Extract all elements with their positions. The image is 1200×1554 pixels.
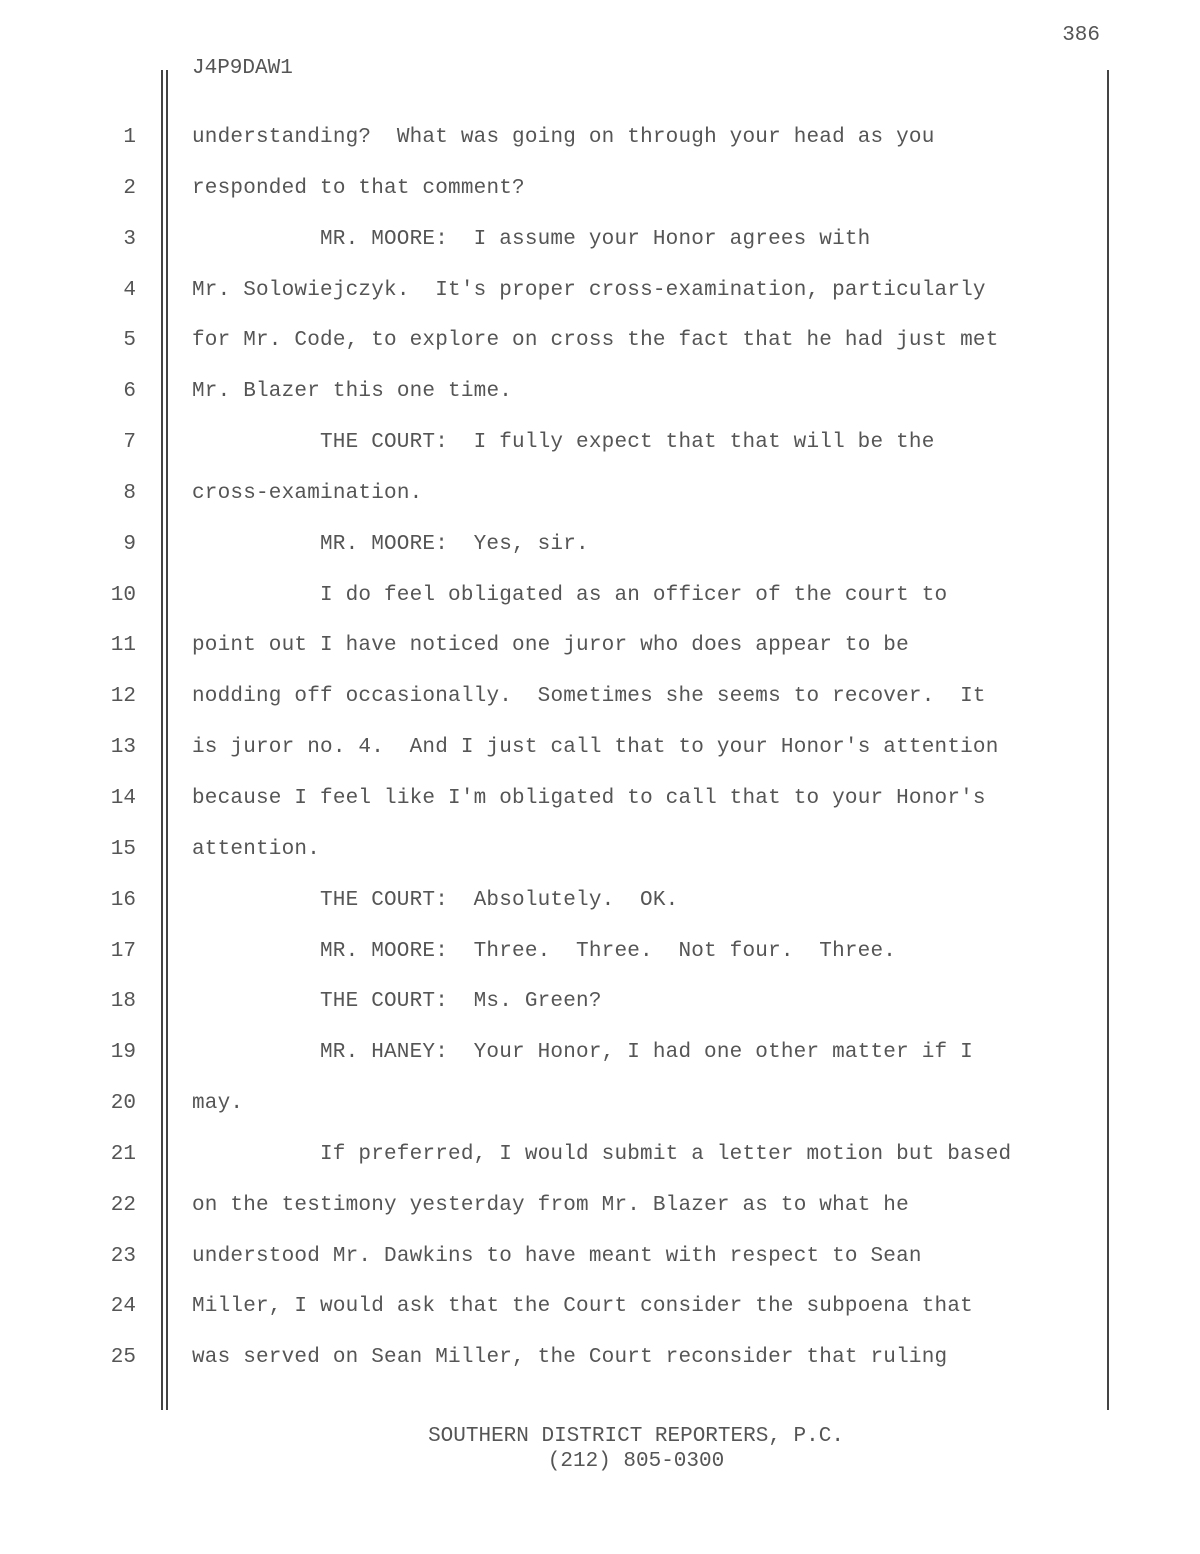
line-text: Mr. Blazer this one time. xyxy=(192,380,513,404)
transcript-line xyxy=(0,430,1200,481)
line-number: 9 xyxy=(123,532,136,556)
line-number: 12 xyxy=(110,685,136,709)
line-number: 22 xyxy=(110,1193,136,1217)
line-number: 23 xyxy=(110,1244,136,1268)
line-text: MR. HANEY: Your Honor, I had one other matter if I xyxy=(320,1041,973,1065)
line-text: understanding? What was going on through your head as you xyxy=(192,126,935,149)
transcript-line xyxy=(0,684,1200,735)
transcript-line xyxy=(0,125,1200,176)
line-number: 21 xyxy=(110,1142,136,1166)
line-text: point out I have noticed one juror who does appear to be xyxy=(192,634,909,658)
line-text: on the testimony yesterday from Mr. Blazer as to what he xyxy=(192,1193,909,1217)
transcript-line xyxy=(0,1294,1200,1345)
case-id: J4P9DAW1 xyxy=(192,57,293,80)
line-number: 16 xyxy=(110,888,136,912)
transcript-line xyxy=(0,583,1200,634)
line-text: MR. MOORE: Three. Three. Not four. Three. xyxy=(320,939,897,963)
line-text: Mr. Solowiejczyk. It's proper cross-examination, particularly xyxy=(192,278,986,302)
line-number: 18 xyxy=(110,990,136,1014)
line-text: MR. MOORE: Yes, sir. xyxy=(320,532,589,556)
transcript-line xyxy=(0,837,1200,888)
line-text: because I feel like I'm obligated to call that to your Honor's xyxy=(192,786,986,810)
line-number: 3 xyxy=(123,227,136,251)
line-text: is juror no. 4. And I just call that to your Honor's attention xyxy=(192,736,999,760)
transcript-line xyxy=(0,1345,1200,1396)
line-number: 5 xyxy=(123,329,136,353)
transcript-body xyxy=(0,125,1200,1396)
line-number: 17 xyxy=(110,939,136,963)
line-text: THE COURT: Ms. Green? xyxy=(320,990,602,1014)
line-number: 4 xyxy=(123,278,136,302)
transcript-line xyxy=(0,379,1200,430)
line-text: nodding off occasionally. Sometimes she seems to recover. It xyxy=(192,685,986,709)
line-number: 10 xyxy=(110,583,136,607)
line-number: 25 xyxy=(110,1346,136,1370)
line-number: 14 xyxy=(110,786,136,810)
transcript-line xyxy=(0,278,1200,329)
line-text: was served on Sean Miller, the Court reconsider that ruling xyxy=(192,1346,948,1370)
line-number: 8 xyxy=(123,481,136,505)
line-number: 20 xyxy=(110,1092,136,1116)
line-text: THE COURT: I fully expect that that will be the xyxy=(320,431,935,455)
transcript-line xyxy=(0,532,1200,583)
transcript-line xyxy=(0,989,1200,1040)
line-number: 24 xyxy=(110,1295,136,1319)
line-text: I do feel obligated as an officer of the court to xyxy=(320,583,948,607)
line-number: 7 xyxy=(123,431,136,455)
line-number: 6 xyxy=(123,380,136,404)
line-text: MR. MOORE: I assume your Honor agrees with xyxy=(320,227,871,251)
line-text: Miller, I would ask that the Court consider the subpoena that xyxy=(192,1295,973,1319)
transcript-line xyxy=(0,735,1200,786)
line-text: responded to that comment? xyxy=(192,176,525,200)
transcript-line xyxy=(0,1040,1200,1091)
transcript-line xyxy=(0,786,1200,837)
transcript-line xyxy=(0,939,1200,990)
line-text: may. xyxy=(192,1092,244,1116)
transcript-line xyxy=(0,481,1200,532)
transcript-line xyxy=(0,328,1200,379)
line-text: If preferred, I would submit a letter motion but based xyxy=(320,1142,1012,1166)
reporter-phone: (212) 805-0300 xyxy=(547,1450,725,1473)
line-text: cross-examination. xyxy=(192,481,423,505)
transcript-line xyxy=(0,633,1200,684)
reporter-name: SOUTHERN DISTRICT REPORTERS, P.C. xyxy=(428,1425,844,1448)
line-text: for Mr. Code, to explore on cross the fact that he had just met xyxy=(192,329,999,353)
transcript-line xyxy=(0,888,1200,939)
line-number: 19 xyxy=(110,1041,136,1065)
line-text: attention. xyxy=(192,837,321,861)
line-number: 1 xyxy=(123,126,136,149)
transcript-line xyxy=(0,1244,1200,1295)
transcript-line xyxy=(0,1193,1200,1244)
transcript-line xyxy=(0,1142,1200,1193)
line-number: 13 xyxy=(110,736,136,760)
line-text: understood Mr. Dawkins to have meant with respect to Sean xyxy=(192,1244,922,1268)
line-number: 15 xyxy=(110,837,136,861)
transcript-line xyxy=(0,227,1200,278)
line-number: 11 xyxy=(110,634,136,658)
transcript-line xyxy=(0,1091,1200,1142)
footer xyxy=(0,1424,1200,1474)
page-number: 386 xyxy=(1062,24,1100,47)
transcript-line xyxy=(0,176,1200,227)
line-text: THE COURT: Absolutely. OK. xyxy=(320,888,679,912)
line-number: 2 xyxy=(123,176,136,200)
